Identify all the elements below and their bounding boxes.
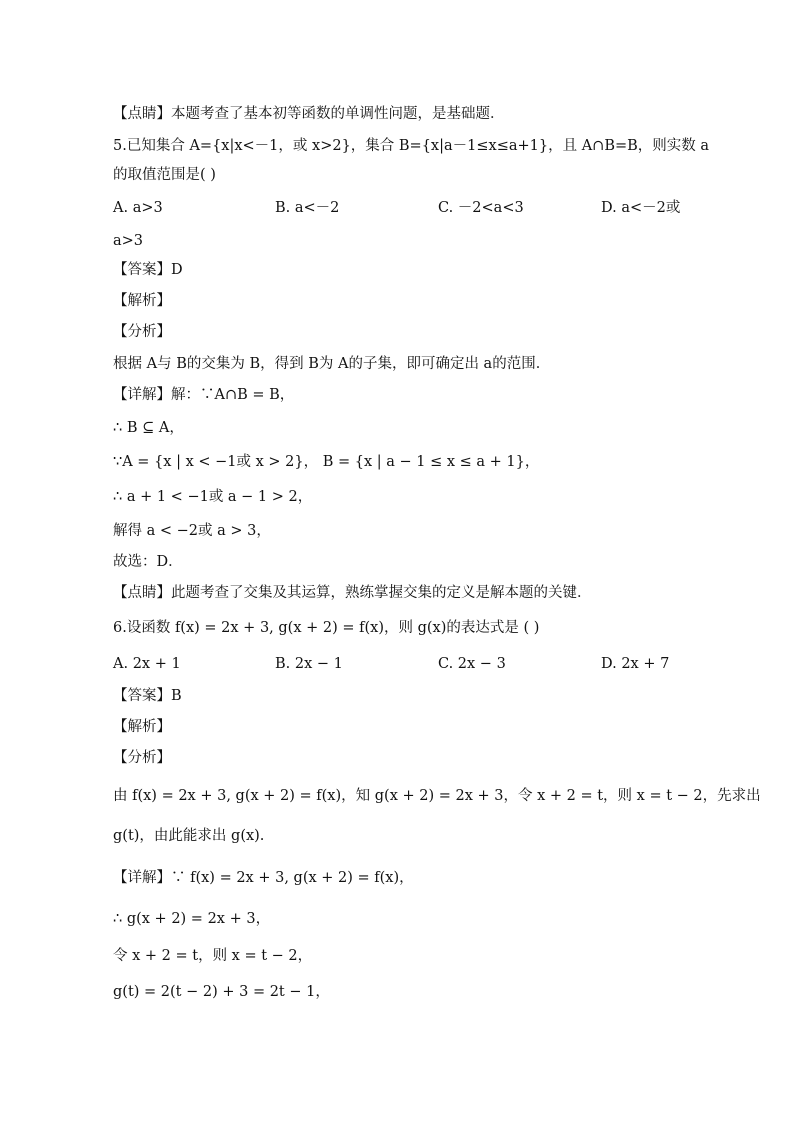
- text-line: 解得 a < −2或 a > 3，: [113, 523, 271, 539]
- option-a: [113, 198, 163, 218]
- text-line: 【分析】: [113, 324, 171, 340]
- option-label: B.: [275, 656, 295, 672]
- text-line: 【解析】: [113, 293, 171, 309]
- text-line: g(t) = 2(t − 2) + 3 = 2t − 1，: [113, 984, 330, 1000]
- option-value: a>3: [132, 200, 163, 216]
- option-b: [275, 198, 339, 218]
- option-d: [601, 198, 680, 218]
- option-label: A.: [113, 656, 133, 672]
- option-value: a<－2: [294, 200, 340, 216]
- option-c: [438, 654, 506, 674]
- text-line: ∴ g(x + 2) = 2x + 3，: [113, 911, 271, 927]
- option-label: C.: [438, 656, 458, 672]
- text-line: 【点睛】此题考查了交集及其运算，熟练掌握交集的定义是解本题的关键．: [113, 585, 592, 601]
- option-value: a<－2或: [621, 200, 681, 216]
- option-label: B.: [275, 200, 295, 216]
- option-b: [275, 654, 343, 674]
- option-value: 2x − 3: [457, 656, 506, 672]
- text-line: 【详解】∵ f(x) = 2x + 3, g(x + 2) = f(x)，: [113, 870, 414, 886]
- text-line: 【答案】D: [113, 262, 183, 278]
- text-line: 的取值范围是( ): [113, 167, 216, 183]
- option-c: [438, 198, 524, 218]
- text-line: 由 f(x) = 2x + 3, g(x + 2) = f(x)，知 g(x + 2) = 2x + 3，令 x + 2 = t，则 x = t − 2，先求出: [113, 788, 761, 804]
- option-value: 2x + 1: [132, 656, 181, 672]
- option-value: 2x + 7: [621, 656, 670, 672]
- text-line: g(t)，由此能求出 g(x).: [113, 828, 265, 844]
- option-value: 2x − 1: [294, 656, 343, 672]
- text-line: ∴ a + 1 < −1或 a − 1 > 2，: [113, 489, 313, 505]
- text-line: 故选：D．: [113, 554, 183, 570]
- text-line: 6.设函数 f(x) = 2x + 3, g(x + 2) = f(x)，则 g(x)的表达式是 ( ): [113, 620, 540, 636]
- text-line: 根据 A与 B的交集为 B，得到 B为 A的子集，即可确定出 a的范围．: [113, 356, 551, 372]
- option-d: [601, 654, 669, 674]
- text-line: 令 x + 2 = t，则 x = t − 2，: [113, 948, 313, 964]
- text-line: 【答案】B: [113, 688, 182, 704]
- option-a: [113, 654, 181, 674]
- text-line: 【解析】: [113, 719, 171, 735]
- text-line: 5.已知集合 A={x|x<－1，或 x>2}，集合 B={x|a－1≤x≤a+1}，且 A∩B=B，则实数 a: [113, 138, 710, 154]
- text-line: 【详解】解：∵A∩B = B，: [113, 387, 295, 403]
- option-label: D.: [601, 656, 622, 672]
- text-line: ∴ B ⊆ A，: [113, 420, 184, 436]
- option-label: C.: [438, 200, 458, 216]
- option-label: A.: [113, 200, 133, 216]
- text-line: ∵A = {x | x < −1或 x > 2}， B = {x | a − 1 ≤ x ≤ a + 1}，: [113, 454, 540, 470]
- text-line: 【分析】: [113, 750, 171, 766]
- text-line: 【点睛】本题考查了基本初等函数的单调性问题，是基础题．: [113, 106, 505, 122]
- text-line: a>3: [113, 233, 144, 249]
- option-label: D.: [601, 200, 622, 216]
- option-value: －2<a<3: [457, 200, 524, 216]
